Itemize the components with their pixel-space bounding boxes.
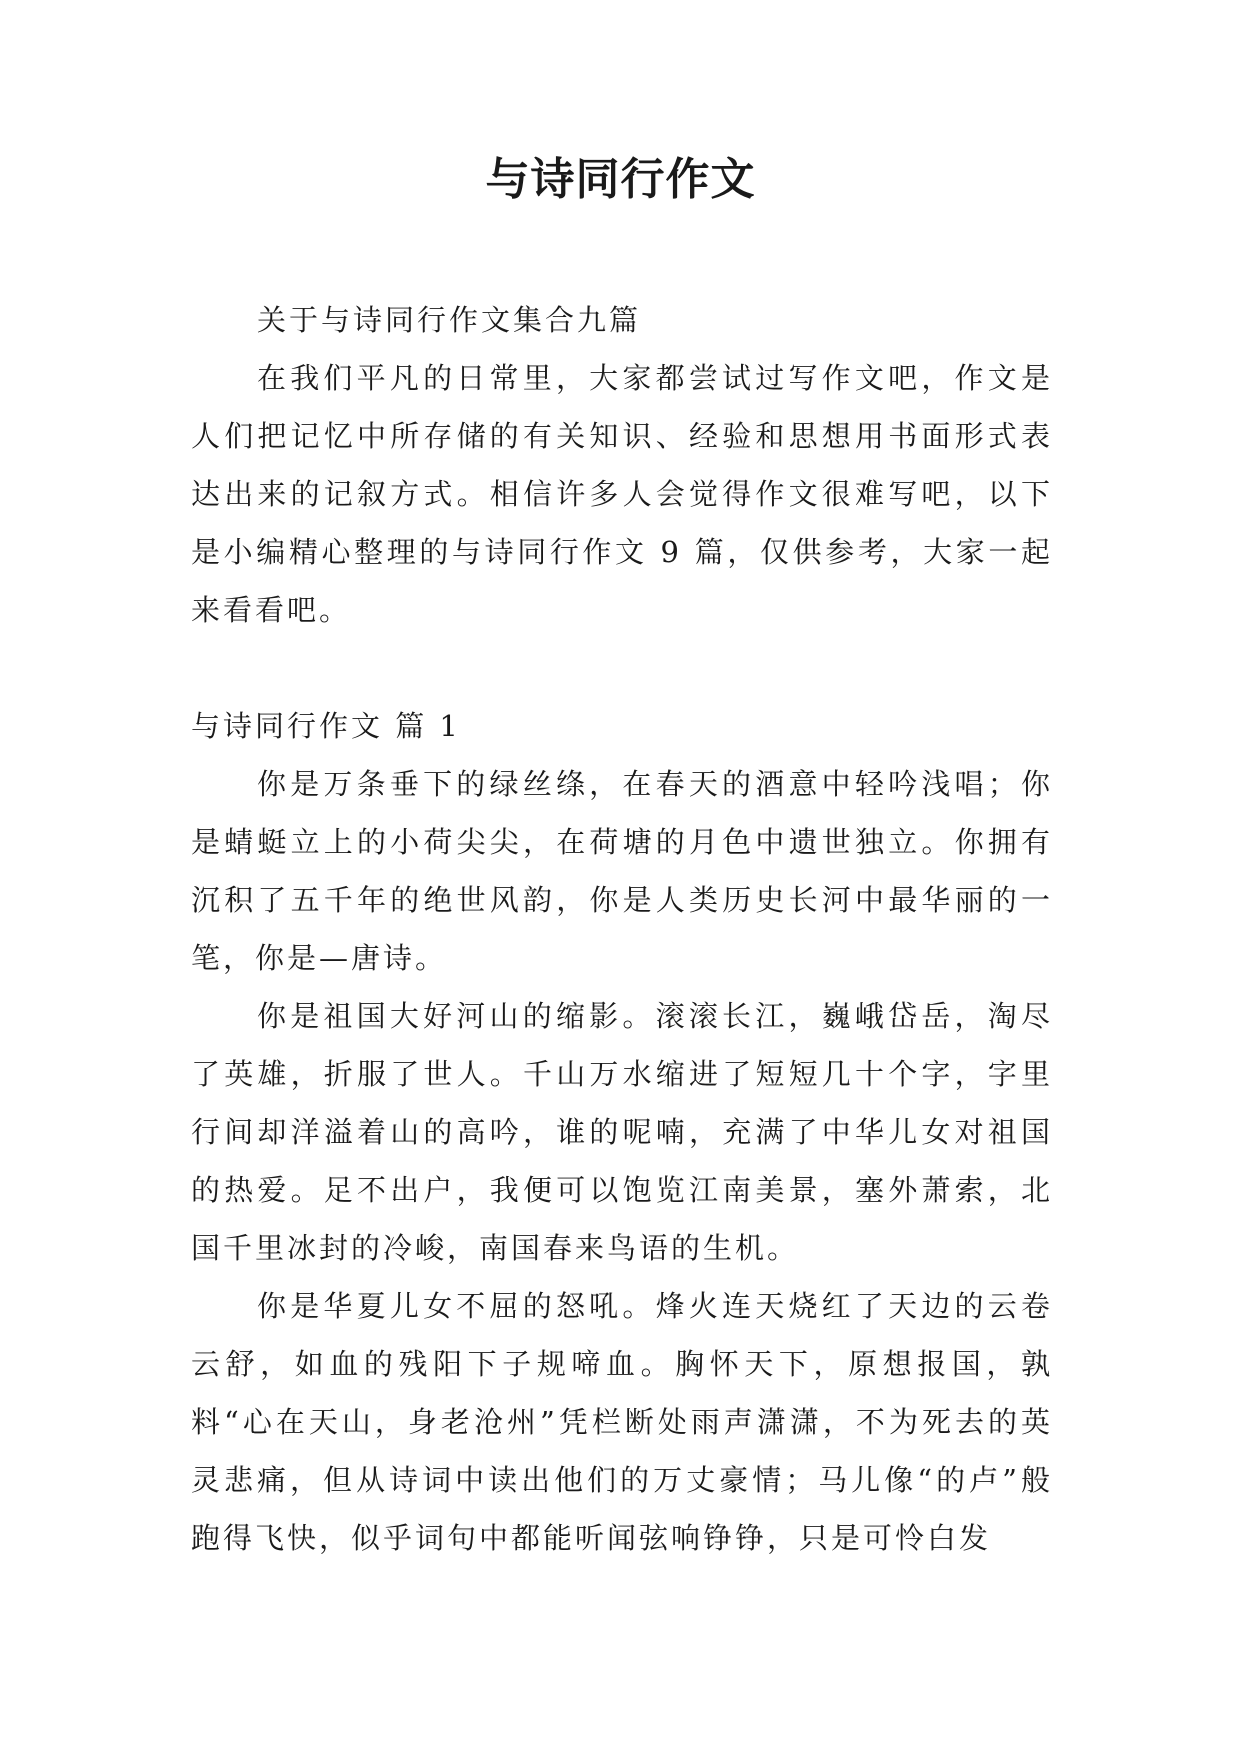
essay-paragraph: 你是华夏儿女不屈的怒吼。烽火连天烧红了天边的云卷云舒，如血的残阳下子规啼血。胸怀天下，原想报国，孰料“心在天山，身老沧州”凭栏断处雨声潇潇，不为死去的英灵悲痛，但从诗词中读出他们的万丈豪情；马儿像“的卢”般跑得飞快，似乎词句中都能听闻弦响铮铮，只是可怜白发 xyxy=(191,1289,1053,1555)
intro-paragraph: 在我们平凡的日常里，大家都尝试过写作文吧，作文是人们把记忆中所存储的有关知识、经验和思想用书面形式表达出来的记叙方式。相信许多人会觉得作文很难写吧，以下是小编精心整理的与诗同行作文 9 篇，仅供参考，大家一起来看看吧。 xyxy=(191,361,1053,627)
section-spacer xyxy=(191,639,1053,697)
document-title: 与诗同行作文 xyxy=(485,154,756,205)
essay-paragraph: 你是祖国大好河山的缩影。滚滚长江，巍峨岱岳，淘尽了英雄，折服了世人。千山万水缩进了短短几十个字，字里行间却洋溢着山的高吟，谁的呢喃，充满了中华儿女对祖国的热爱。足不出户，我便可以饱览江南美景，塞外萧索，北国千里冰封的冷峻，南国春来鸟语的生机。 xyxy=(191,999,1053,1265)
collection-subtitle: 关于与诗同行作文集合九篇 xyxy=(257,303,642,337)
essay-paragraph: 你是万条垂下的绿丝绦，在春天的酒意中轻吟浅唱；你是蜻蜓立上的小荷尖尖，在荷塘的月色中遗世独立。你拥有沉积了五千年的绝世风韵，你是人类历史长河中最华丽的一笔，你是—唐诗。 xyxy=(191,767,1053,975)
section-heading: 与诗同行作文 篇 1 xyxy=(191,709,461,743)
document-body xyxy=(191,291,1053,1567)
